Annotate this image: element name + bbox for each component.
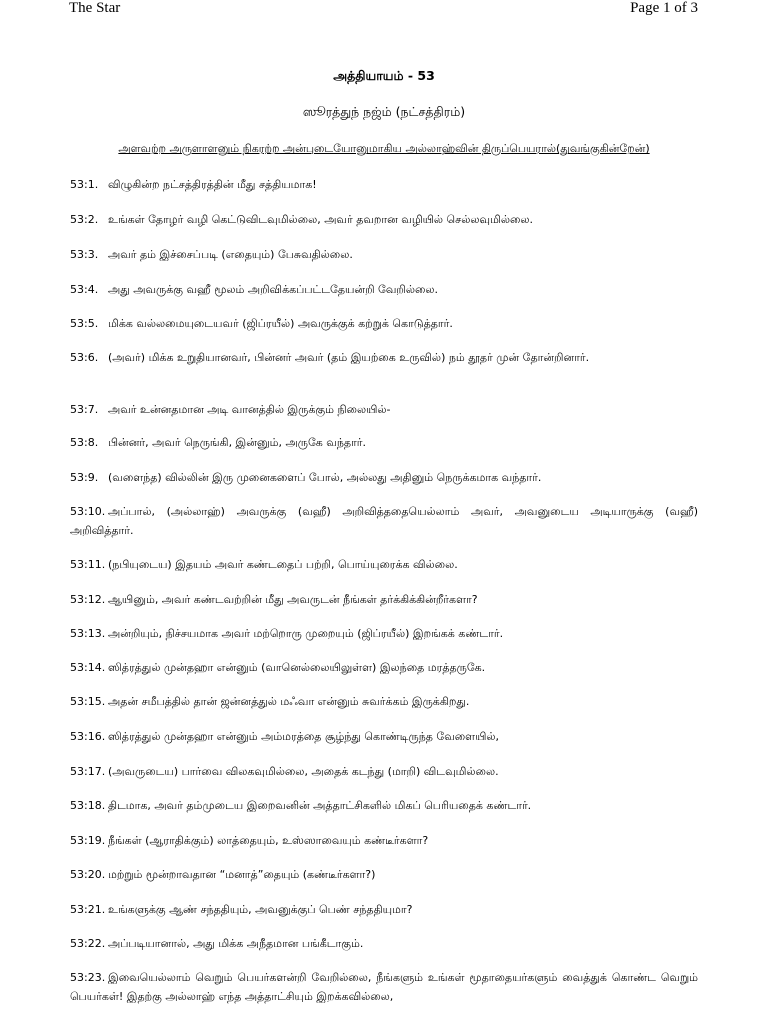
verse-text: அப்பால், (அல்லாஹ்) அவருக்கு (வஹீ) அறிவித்ததையெல்லாம் அவர், அவனுடைய அடியாருக்கு (வஹீ) அறிவித்தார். <box>70 505 698 537</box>
chapter-title: அத்தியாயம் - 53 <box>333 68 435 83</box>
document-title: The Star <box>69 0 121 16</box>
verse-number: 53:18. <box>70 799 106 812</box>
verse <box>70 658 698 677</box>
verse <box>70 727 698 746</box>
verse <box>70 210 698 229</box>
verse <box>70 865 698 884</box>
verse-number: 53:2. <box>70 213 99 226</box>
verse-text: பின்னர், அவர் நெருங்கி, இன்னும், அருகே வந்தார். <box>108 436 367 449</box>
verse-number: 53:5. <box>70 317 99 330</box>
verse-text: (வளைந்த) வில்லின் இரு முனைகளைப் போல், அல்லது அதினும் நெருக்கமாக வந்தார். <box>108 471 542 484</box>
verse <box>70 502 698 542</box>
verse-text: அப்படியானால், அது மிக்க அநீதமான பங்கீடாகும். <box>108 937 364 950</box>
verse-text: இவையெல்லாம் வெறும் பெயர்களன்றி வேறில்லை, நீங்களும் உங்கள் மூதாதையர்களும் வைத்துக் கொண்ட வெறும் பெயர்கள்! இதற்கு அல்லாஹ் எந்த அத்தாட்சியும் இறக்கவில்லை, <box>70 971 698 1003</box>
verse-text: அவர் தம் இச்சைப்படி (எதையும்) பேசுவதில்லை. <box>108 248 353 261</box>
verse <box>70 934 698 953</box>
verse-text: அன்றியும், நிச்சயமாக அவர் மற்றொரு முறையும் (ஜிப்ரயீல்) இறங்கக் கண்டார். <box>108 627 504 640</box>
verse-number: 53:19. <box>70 834 106 847</box>
verse-number: 53:20. <box>70 868 106 881</box>
page-indicator: Page 1 of 3 <box>630 0 698 16</box>
verse <box>70 831 698 850</box>
verse-number: 53:9. <box>70 471 99 484</box>
verse <box>70 400 698 419</box>
basmala: அளவற்ற அருளாளனும் நிகரற்ற அன்புடையோனுமாகிய அல்லாஹ்வின் திருப்பெயரால்(துவங்குகின்றேன்) <box>118 142 650 155</box>
verse-number: 53:17. <box>70 765 106 778</box>
verse-text: அது அவருக்கு வஹீ மூலம் அறிவிக்கப்பட்டதேயன்றி வேறில்லை. <box>108 283 439 296</box>
verse-text: திடமாக, அவர் தம்முடைய இறைவனின் அத்தாட்சிகளில் மிகப் பெரியதைக் கண்டார். <box>108 799 532 812</box>
verse <box>70 968 698 1008</box>
verse-text: அவர் உன்னதமான அடி வானத்தில் இருக்கும் நிலையில்- <box>108 403 391 416</box>
verse <box>70 555 698 574</box>
verse-number: 53:22. <box>70 937 106 950</box>
verse-number: 53:6. <box>70 351 99 364</box>
verse-text: நீங்கள் (ஆராதிக்கும்) லாத்தையும், உஸ்ஸாவையும் கண்டீர்களா? <box>108 834 429 847</box>
verse <box>70 762 698 781</box>
verse-number: 53:21. <box>70 903 106 916</box>
verse <box>70 175 698 194</box>
verse-number: 53:7. <box>70 403 99 416</box>
verse-number: 53:13. <box>70 627 106 640</box>
verse <box>70 433 698 452</box>
verse <box>70 590 698 609</box>
verse-text: மிக்க வல்லமையுடையவர் (ஜிப்ரயீல்) அவருக்குக் கற்றுக் கொடுத்தார். <box>108 317 453 330</box>
verse <box>70 624 698 643</box>
verse-number: 53:14. <box>70 661 106 674</box>
verse-text: (அவர்) மிக்க உறுதியானவர், பின்னர் அவர் (தம் இயற்கை உருவில்) நம் தூதர் முன் தோன்றினார். <box>108 351 590 364</box>
verse-text: ஆயினும், அவர் கண்டவற்றின் மீது அவருடன் நீங்கள் தர்க்கிக்கின்றீர்களா? <box>108 593 478 606</box>
verse <box>70 245 698 264</box>
verse-text: விழுகின்ற நட்சத்திரத்தின் மீது சத்தியமாக! <box>108 178 317 191</box>
verse <box>70 796 698 815</box>
verse-number: 53:15. <box>70 695 106 708</box>
verse-text: மற்றும் மூன்றாவதான “மனாத்”தையும் (கண்டீர்களா?) <box>108 868 376 881</box>
verse <box>70 348 698 388</box>
verse <box>70 900 698 919</box>
verse-number: 53:3. <box>70 248 99 261</box>
verse-text: உங்களுக்கு ஆண் சந்ததியும், அவனுக்குப் பெண் சந்ததியுமா? <box>108 903 413 916</box>
verse-number: 53:10. <box>70 505 106 518</box>
verse-text: (அவருடைய) பார்வை விலகவுமில்லை, அதைக் கடந்து (மாறி) விடவுமில்லை. <box>108 765 499 778</box>
verse-text: ஸித்ரத்துல் முன்தஹா என்னும் அம்மரத்தை சூழ்ந்து கொண்டிருந்த வேளையில், <box>108 730 500 743</box>
verse <box>70 314 698 333</box>
verse-number: 53:23. <box>70 971 106 984</box>
verse-text: (நபியுடைய) இதயம் அவர் கண்டதைப் பற்றி, பொய்யுரைக்க வில்லை. <box>108 558 458 571</box>
verse-number: 53:16. <box>70 730 106 743</box>
verse <box>70 468 698 487</box>
verse-number: 53:4. <box>70 283 99 296</box>
verse <box>70 692 698 711</box>
verse-number: 53:1. <box>70 178 99 191</box>
verse-number: 53:11. <box>70 558 106 571</box>
surah-name: ஸூரத்துந் நஜ்ம் (நட்சத்திரம்) <box>302 104 466 119</box>
verse-text: உங்கள் தோழர் வழி கெட்டுவிடவுமில்லை, அவர் தவறான வழியில் செல்லவுமில்லை. <box>108 213 533 226</box>
verse-number: 53:12. <box>70 593 106 606</box>
verse-number: 53:8. <box>70 436 99 449</box>
verse-text: ஸித்ரத்துல் முன்தஹா என்னும் (வானெல்லையிலுள்ள) இலந்தை மரத்தருகே. <box>108 661 486 674</box>
page-header <box>0 0 768 20</box>
verse-text: அதன் சமீபத்தில் தான் ஜன்னத்துல் மஃவா என்னும் சுவர்க்கம் இருக்கிறது. <box>108 695 470 708</box>
verse <box>70 280 698 299</box>
